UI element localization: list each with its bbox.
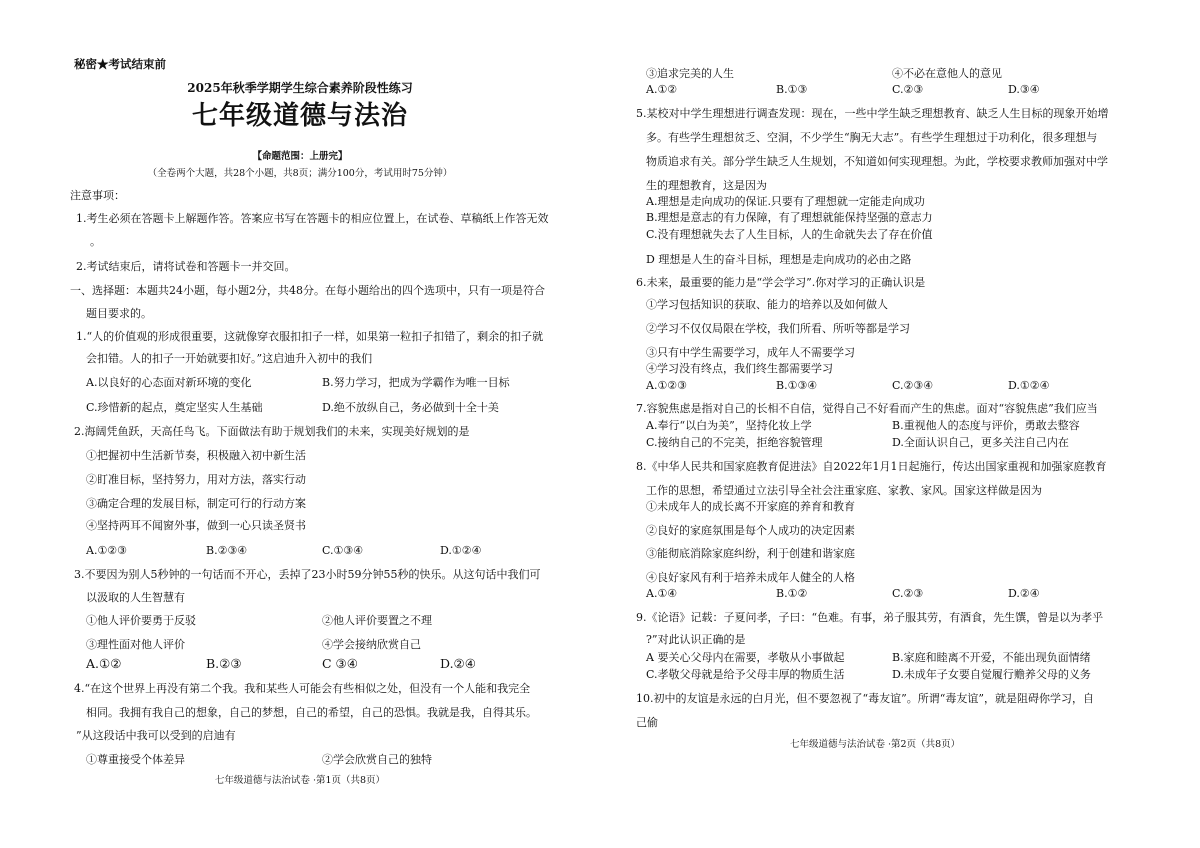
section-heading: 题目要求的。 — [86, 307, 152, 320]
question-stem: 10.初中的友谊是永远的白月光，但不要忽视了“毒友谊”。所谓“毒友谊”，就是阻碍你学习，自 — [636, 692, 1094, 705]
question-stem: ”从这段话中我可以受到的启迪有 — [76, 729, 236, 742]
statement-item: ①尊重接受个体差异 — [86, 753, 185, 766]
question-stem: 8.《中华人民共和国家庭教育促进法》自2022年1月1日起施行，传达出国家重视和加强家庭教育 — [636, 460, 1107, 473]
statement-item: ②盯准目标，坚持努力，用对方法，落实行动 — [86, 473, 306, 486]
option-b: B.家庭和睦离不开爱，不能出现负面情绪 — [892, 651, 1091, 664]
statement-item: ①未成年人的成长离不开家庭的养育和教育 — [646, 500, 855, 513]
option-a: A.以良好的心态面对新环境的变化 — [86, 376, 252, 389]
statement-item: ①学习包括知识的获取、能力的培养以及如何做人 — [646, 298, 888, 311]
question-stem: 工作的思想，希望通过立法引导全社会注重家庭、家教、家风。国家这样做是因为 — [646, 484, 1042, 497]
option-b: B.②③④ — [206, 544, 248, 557]
question-stem: 多。有些学生理想贫乏、空洞，不少学生“胸无大志”。有些学生理想过于功利化，很多理想与 — [646, 131, 1098, 144]
statement-item: ③只有中学生需要学习，成年人不需要学习 — [646, 346, 855, 359]
page-footer: 七年级道德与法治试卷 ·第1页（共8页） — [214, 775, 386, 786]
option-a: A 要关心父母内在需要，孝敬从小事做起 — [646, 651, 845, 664]
question-stem: 生的理想教育，这是因为 — [646, 179, 767, 192]
option-d: D.①②④ — [1008, 379, 1050, 392]
question-stem: 7.容貌焦虑是指对自己的长相不自信，觉得自己不好看而产生的焦虑。面对“容貌焦虑”我们应当 — [636, 402, 1098, 415]
exam-subtitle: 2025年秋季学期学生综合素养阶段性练习 — [187, 81, 413, 95]
option-b: B.①③④ — [776, 379, 818, 392]
question-stem: 3.不要因为别人5秒钟的一句话而不开心，丢掉了23小时59分钟55秒的快乐。从这句话中我们可 — [74, 568, 541, 581]
option-c: C.接纳自己的不完美，拒绝容貌管理 — [646, 436, 823, 449]
option-a: A.①④ — [646, 587, 678, 600]
question-stem: 9.《论语》记载：子夏问孝，子曰：“色难。有事，弟子服其劳，有酒食，先生馔，曾是以为孝乎 — [636, 611, 1104, 624]
statement-item: ③确定合理的发展目标，制定可行的行动方案 — [86, 497, 306, 510]
option-a: A.①② — [86, 656, 122, 671]
option-a: A.①②③ — [86, 544, 128, 557]
option-c: C.没有理想就失去了人生目标，人的生命就失去了存在价值 — [646, 228, 933, 241]
statement-item: ②学会欣赏自己的独特 — [322, 753, 432, 766]
option-d: D.全面认识自己，更多关注自己内在 — [892, 436, 1069, 449]
option-a: A.奉行“以白为美”，坚持化妆上学 — [646, 419, 812, 432]
question-stem: 2.海阔凭鱼跃，天高任鸟飞。下面做法有助于规划我们的未来，实现美好规划的是 — [74, 425, 470, 438]
statement-item: ③追求完美的人生 — [646, 67, 734, 80]
statement-item: ③理性面对他人评价 — [86, 638, 185, 651]
statement-item: ②他人评价要置之不理 — [322, 614, 432, 627]
exam-scope: 【命题范围：上册完】 — [252, 151, 348, 162]
option-c: C.①③④ — [322, 544, 364, 557]
question-stem: 4.“在这个世界上再没有第二个我。我和某些人可能会有些相似之处，但没有一个人能和我完全 — [74, 682, 531, 695]
exam-title: 七年级道德与法治 — [191, 101, 408, 131]
option-a: A.①② — [646, 83, 678, 96]
option-d: D.未成年子女要自觉履行赡养父母的义务 — [892, 668, 1091, 681]
statement-item: ①他人评价要勇于反驳 — [86, 614, 196, 627]
statement-item: ④坚持两耳不闻窗外事，做到一心只读圣贤书 — [86, 519, 306, 532]
option-d: D.②④ — [1008, 587, 1040, 600]
option-c: C.②③ — [892, 83, 924, 96]
option-b: B.①③ — [776, 83, 808, 96]
option-b: B.努力学习，把成为学霸作为唯一目标 — [322, 376, 510, 389]
option-c: C.②③④ — [892, 379, 934, 392]
option-d: D.②④ — [440, 656, 476, 671]
question-stem: ?”对此认识正确的是 — [646, 633, 746, 646]
option-c: C.孝敬父母就是给予父母丰厚的物质生活 — [646, 668, 845, 681]
page-footer: 七年级道德与法治试卷 ·第2页（共8页） — [790, 739, 961, 750]
option-d: D.③④ — [1008, 83, 1040, 96]
note-line: 2.考试结束后，请将试卷和答题卡一并交回。 — [76, 260, 296, 273]
question-stem: 己偷 — [636, 716, 658, 729]
option-b: B.理想是意志的有力保障，有了理想就能保持坚强的意志力 — [646, 211, 933, 224]
exam-info: （全卷两个大题，共28个小题，共8页；满分100分，考试用时75分钟） — [147, 168, 453, 179]
option-d: D.绝不放纵自己，务必做到十全十美 — [322, 401, 499, 414]
notes-heading: 注意事项： — [70, 189, 125, 202]
option-d: D 理想是人生的奋斗目标，理想是走向成功的必由之路 — [646, 253, 912, 266]
statement-item: ④良好家风有利于培养未成年人健全的人格 — [646, 571, 855, 584]
statement-item: ②学习不仅仅局限在学校，我们所看、所听等都是学习 — [646, 322, 910, 335]
option-c: C ③④ — [322, 656, 358, 671]
confidential-mark: 秘密★考试结束前 — [74, 57, 166, 71]
option-c: C.珍惜新的起点，奠定坚实人生基础 — [86, 401, 263, 414]
statement-item: ④学会接纳欣赏自己 — [322, 638, 421, 651]
statement-item: ③能彻底消除家庭纠纷，利于创建和谐家庭 — [646, 547, 855, 560]
statement-item: ④不必在意他人的意见 — [892, 67, 1002, 80]
option-b: B.②③ — [206, 656, 242, 671]
note-line: 。 — [90, 235, 101, 248]
question-stem: 物质追求有关。部分学生缺乏人生规划，不知道如何实现理想。为此，学校要求教师加强对中学 — [646, 155, 1108, 168]
question-stem: 以汲取的人生智慧有 — [86, 591, 185, 604]
option-b: B.①② — [776, 587, 808, 600]
option-b: B.重视他人的态度与评价，勇敢去整容 — [892, 419, 1080, 432]
question-stem: 5.某校对中学生理想进行调查发现：现在，一些中学生缺乏理想教育、缺乏人生目标的现象开始增 — [636, 107, 1109, 120]
note-line: 1.考生必须在答题卡上解题作答。答案应书写在答题卡的相应位置上，在试卷、草稿纸上作答无效 — [76, 212, 549, 225]
option-a: A.理想是走向成功的保证.只要有了理想就一定能走向成功 — [646, 195, 925, 208]
section-heading: 一、选择题：本题共24小题，每小题2分，共48分。在每小题给出的四个选项中，只有一项是符合 — [70, 284, 545, 297]
statement-item: ②良好的家庭氛围是每个人成功的决定因素 — [646, 524, 855, 537]
question-stem: 6.未来，最重要的能力是“学会学习”.你对学习的正确认识是 — [636, 276, 926, 289]
option-a: A.①②③ — [646, 379, 688, 392]
question-stem: 1.“人的价值观的形成很重要，这就像穿衣服扣扣子一样，如果第一粒扣子扣错了，剩余的扣子就 — [76, 330, 544, 343]
statement-item: ④学习没有终点，我们终生都需要学习 — [646, 362, 833, 375]
exam-page-2 — [600, 0, 1200, 848]
option-c: C.②③ — [892, 587, 924, 600]
option-d: D.①②④ — [440, 544, 482, 557]
question-stem: 相同。我拥有我自己的想象，自己的梦想，自己的希望，自己的恐惧。我就是我，自得其乐。 — [86, 706, 537, 719]
statement-item: ①把握初中生活新节奏，积极融入初中新生活 — [86, 449, 306, 462]
question-stem: 会扣错。人的扣子一开始就要扣好。”这启迪升入初中的我们 — [86, 352, 373, 365]
